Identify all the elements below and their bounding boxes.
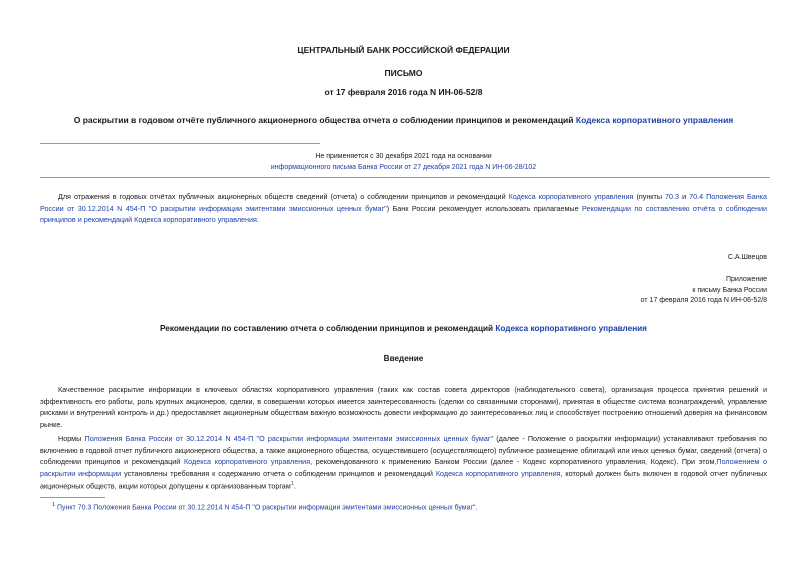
recommendations-title-text: Рекомендации по составлению отчета о соблюдении принципов и рекомендаций (160, 324, 494, 333)
code-link-3[interactable]: Кодекса корпоративного управления (435, 468, 561, 478)
norms-paragraph (40, 433, 767, 492)
document-title-text: О раскрытии в годовом отчёте публичного акционерного общества отчета о соблюдении принципов и рекомендаций (73, 115, 574, 125)
code-link-title[interactable]: Кодекса корпоративного управления (575, 115, 734, 125)
appendix-line-1: Приложение (725, 276, 767, 283)
document-title (0, 115, 807, 125)
not-applicable-notice: Не применяется с 30 декабря 2021 года на основании (315, 153, 492, 160)
clause-70-3-link[interactable]: 70.3 (665, 192, 680, 201)
para3-text-3: , рекомендованного к применению Банком России (далее - Кодекс корпоративного управления, Кодекс). При этом, (310, 457, 717, 466)
para3-text-1: Нормы (58, 434, 82, 443)
regulation-454p-link[interactable]: 70.4 Положения Банка России от 30.12.2014 N 454-П "О раскрытии информации эмитентами эмиссионных ценных бумаг" (40, 192, 768, 213)
para3-text-5: , который должен быть включен в годовой отчет публичных акционерных обществ, акции которых допущены к организованным торгам (40, 468, 767, 491)
regulation-454p-link-2[interactable]: Положения Банка России от 30.12.2014 N 454-П "О раскрытии информации эмитентами эмиссионных ценных бумаг" (84, 434, 494, 443)
footnote (52, 502, 478, 511)
recommendations-link[interactable]: Рекомендации по составлению отчёта о соблюдении принципов и рекомендаций Кодекса корпоративного управления (40, 203, 768, 224)
footnote-ref-1[interactable]: 1 (290, 481, 294, 487)
footnote-link[interactable]: Пункт 70.3 Положения Банка России от 30.12.2014 N 454-П "О раскрытии информации эмитентами эмиссионных ценных бумаг" (57, 504, 476, 512)
doc-type-heading: ПИСЬМО (384, 68, 423, 78)
appendix-line-2: к письму Банка России (692, 286, 767, 294)
footnote-mark: 1 (52, 502, 56, 508)
para1-text-4: ) Банк России рекомендует использовать прилагаемые (386, 203, 579, 213)
para1-text-3: и (682, 192, 687, 201)
code-link-2[interactable]: Кодекса корпоративного управления (184, 457, 311, 466)
introduction-heading: Введение (383, 354, 424, 363)
disclosure-regulation-link[interactable]: Положением о раскрытии информации (40, 457, 768, 478)
appendix-block (641, 275, 767, 307)
appendix-line-3: от 17 февраля 2016 года N ИН-06-52/8 (640, 297, 767, 304)
para3-text-2: (далее - Положение о раскрытии информации) устанавливают требования по включению в годовой отчет публичного акционерного общества, а также акционерного общества, осуществившего (осуществляющего) публичное размещение облигаций или иных ценных бумаг, сведений (отчета) о соблюдении принципов и рекомендаций (40, 434, 768, 466)
disclosure-paragraph: Качественное раскрытие информации в ключевых областях корпоративного управления (таких как состав совета директоров (наблюдательного совета), организация процесса принятия решений и эффективность его работы, роль крупных акционеров, сделки, в совершении которых имеется заинтересованность (сделки со связанными сторонами), принятая в обществе система вознаграждений, управление рисками и внутренний контроль и др.) предоставляет акционерным обществам важную возможность довести информацию до заинтересованных лиц и способствует построению отношений доверия на финансовом рынке. (40, 385, 767, 429)
signature: С.А.Швецов (727, 254, 767, 261)
para1-text-1: Для отражения в годовых отчётах публичных акционерных обществ сведений (отчета) о соблюдении принципов и рекомендаций (58, 192, 506, 201)
para3-text-4: установлены требования к содержанию отчета о соблюдении принципов и рекомендаций (124, 468, 433, 478)
code-link[interactable]: Кодекса корпоративного управления (508, 192, 634, 201)
para3-text-6: . (293, 481, 296, 491)
org-heading: ЦЕНТРАЛЬНЫЙ БАНК РОССИЙСКОЙ ФЕДЕРАЦИИ (297, 45, 510, 55)
footnote-divider (40, 497, 105, 498)
para1-text-5: . (256, 215, 259, 224)
doc-date-number: от 17 февраля 2016 года N ИН-06-52/8 (324, 87, 483, 97)
info-letter-link[interactable]: информационного письма Банка России от 27 декабря 2021 года N ИН-06-28/102 (270, 164, 537, 171)
code-link-rec-title[interactable]: Кодекса корпоративного управления (495, 324, 647, 333)
intro-paragraph (40, 191, 767, 226)
divider-notice (40, 177, 770, 178)
para1-text-2: (пункты (636, 192, 662, 201)
recommendations-title (0, 324, 807, 333)
footnote-tail: . (475, 504, 478, 512)
divider-top (40, 143, 320, 144)
